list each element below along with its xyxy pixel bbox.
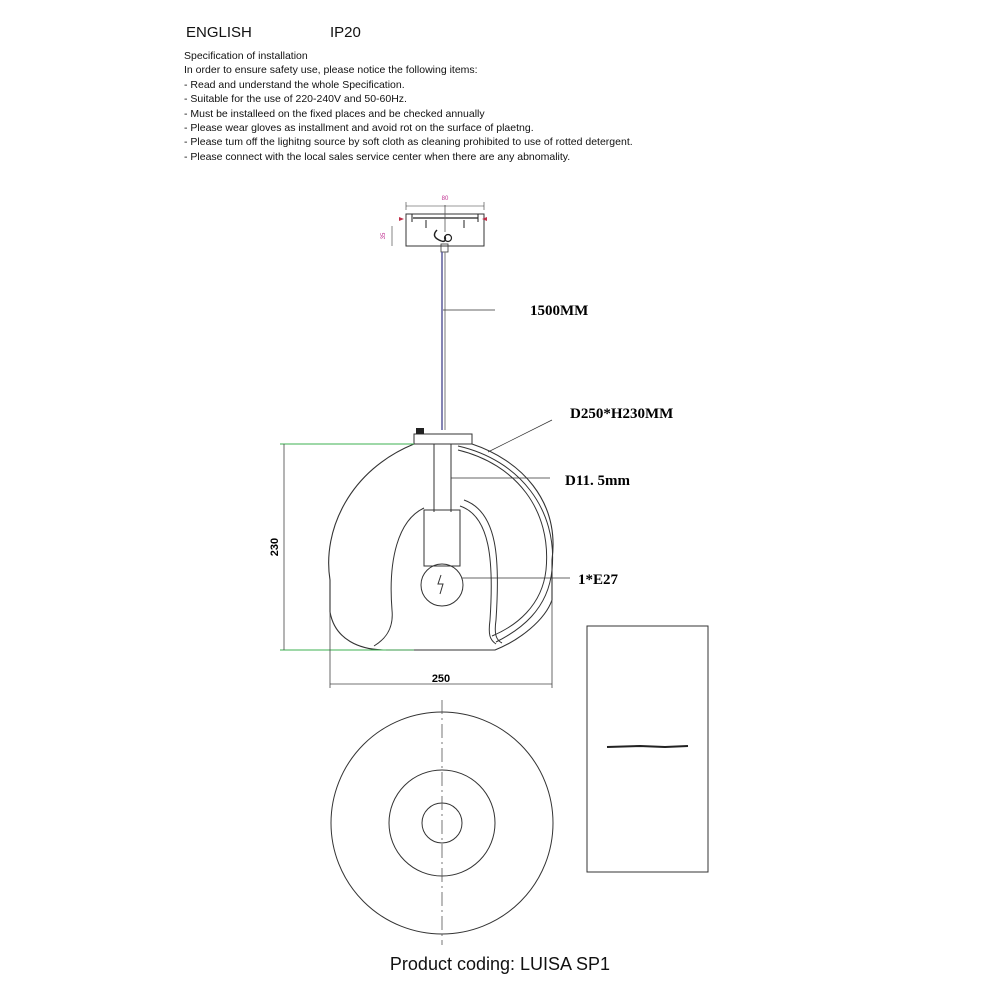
specification-item: - Read and understand the whole Specification. xyxy=(184,78,405,91)
shade-size-label: D250*H230MM xyxy=(570,406,674,422)
product-coding-label: Product coding: LUISA SP1 xyxy=(389,954,611,974)
height-dimension-value: 230 xyxy=(269,537,281,557)
width-dimension-value: 250 xyxy=(431,673,451,685)
callouts xyxy=(451,406,673,588)
cable-length-label: 1500MM xyxy=(530,303,589,319)
specification-item: - Please wear gloves as installment and avoid rot on the surface of plaetng. xyxy=(184,122,534,135)
specification-item: - Suitable for the use of 220-240V and 50-60Hz. xyxy=(184,93,407,106)
specification-title: Specification of installation xyxy=(184,50,308,62)
shade-top-view xyxy=(331,700,553,945)
specification-intro: In order to ensure safety use, please notice the following items: xyxy=(184,64,478,77)
lamp-base-label: 1*E27 xyxy=(578,572,619,588)
ip-rating-label: IP20 xyxy=(330,24,361,41)
specification-item: - Must be installeed on the fixed places and be checked annually xyxy=(184,107,485,120)
specification-item: - Please tum off the lighitng source by soft cloth as cleaning prohibited to use of rotted detergent. xyxy=(184,136,633,149)
width-dimension xyxy=(330,600,552,688)
suspension-cable xyxy=(442,252,588,430)
specification-item: - Please connect with the local sales service center when there are any abnomality. xyxy=(184,150,571,163)
glass-shade-side-view xyxy=(329,428,553,650)
language-label: ENGLISH xyxy=(186,24,252,41)
canopy-width-dimension: 80 xyxy=(441,196,449,202)
ceiling-canopy xyxy=(381,196,487,252)
cable-diameter-label: D11. 5mm xyxy=(565,473,630,489)
side-elevation-box xyxy=(587,626,708,872)
canopy-height-dimension: 35 xyxy=(381,232,387,240)
